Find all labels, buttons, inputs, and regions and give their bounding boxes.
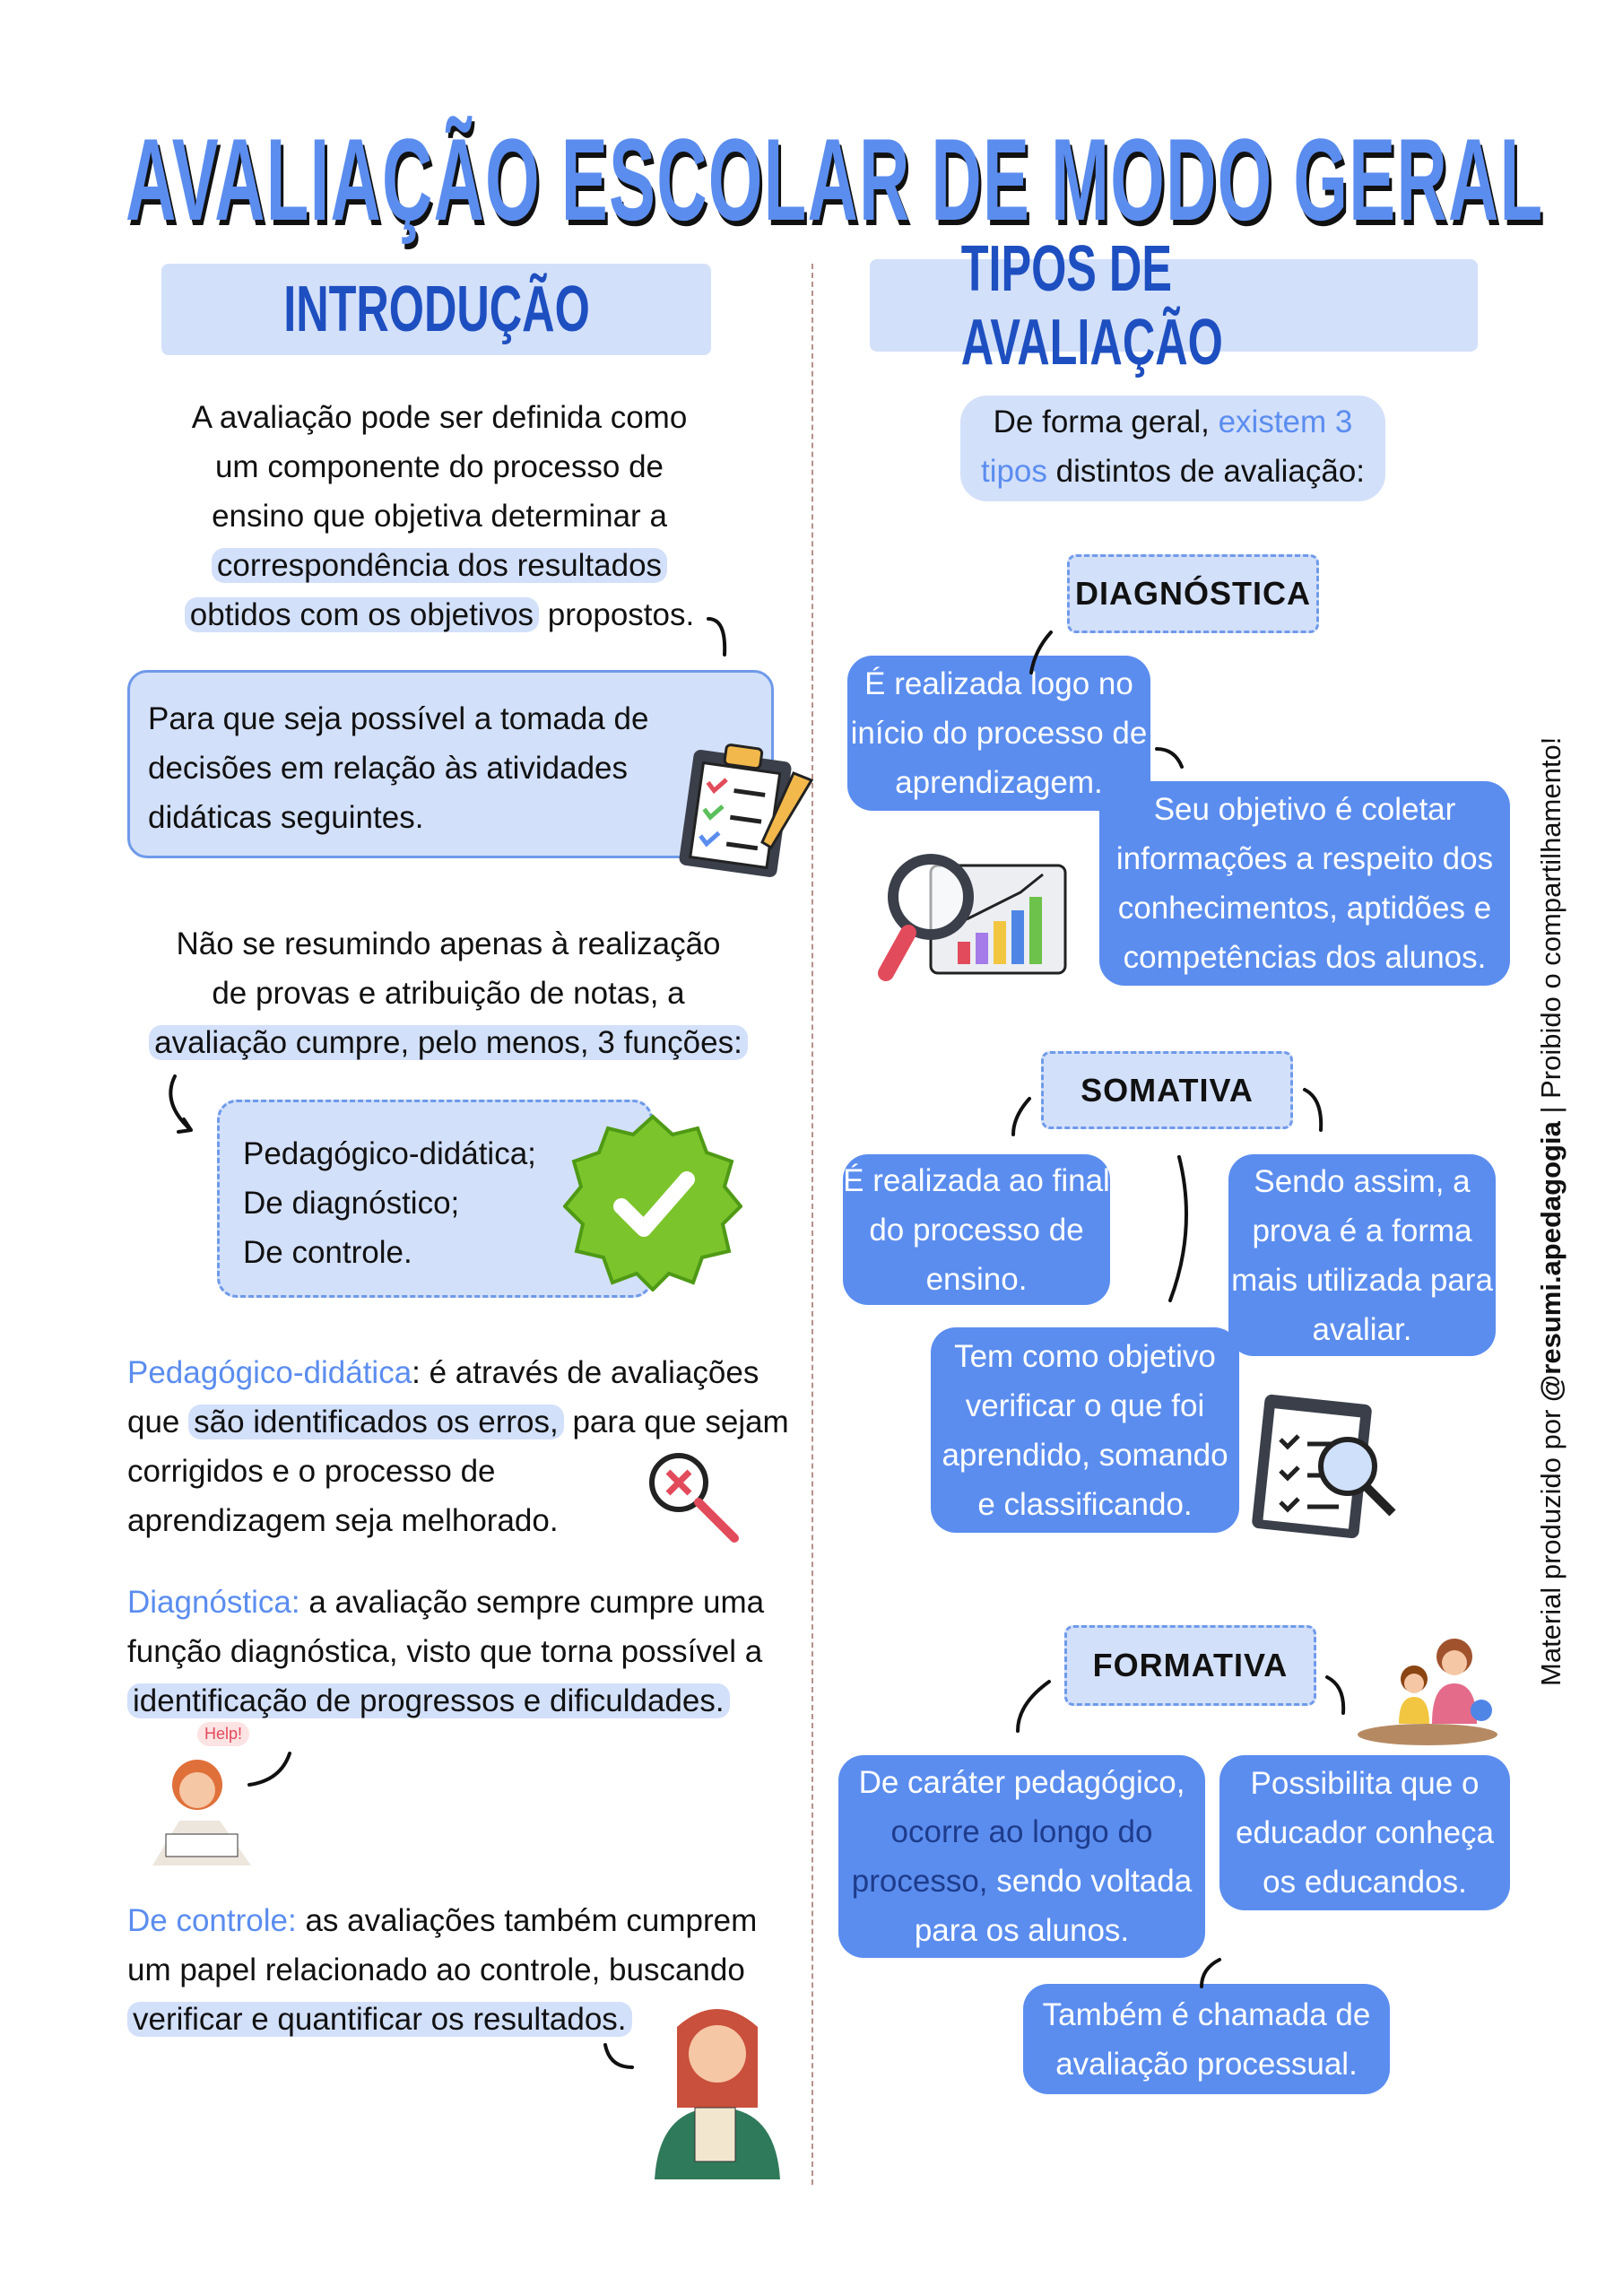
tag-formativa: FORMATIVA xyxy=(1064,1625,1316,1706)
tag-somativa: SOMATIVA xyxy=(1041,1051,1293,1129)
error-magnifier-icon xyxy=(643,1447,742,1545)
somativa-bubble-1: É realizada ao final do processo de ensino. xyxy=(843,1154,1110,1305)
function-item: Pedagógico-didática; xyxy=(243,1136,536,1171)
formativa-bubble-1 xyxy=(838,1755,1205,1958)
intro-heading-text: INTRODUÇÃO xyxy=(282,274,590,345)
text-line: ensino que objetiva determinar a xyxy=(212,499,667,534)
magnifier-chart-icon xyxy=(877,848,1067,986)
highlight: avaliação cumpre, pelo menos, 3 funções: xyxy=(149,1025,748,1060)
help-student-illustration xyxy=(135,1722,278,1870)
term: Diagnóstica: xyxy=(127,1585,300,1620)
functions-intro xyxy=(126,919,771,1067)
text: distintos de avaliação: xyxy=(1046,454,1366,489)
text: a avaliação sempre cumpre uma função diagnóstica, visto que torna possível a xyxy=(127,1585,765,1669)
types-heading xyxy=(870,232,1478,378)
diagnostica-paragraph xyxy=(127,1578,795,1726)
text: De caráter pedagógico, xyxy=(858,1765,1185,1800)
diagnostica-bubble-1: É realizada logo no início do processo de aprendizagem. xyxy=(847,656,1150,811)
tag-diagnostica: DIAGNÓSTICA xyxy=(1067,554,1319,633)
text-line: de provas e atribuição de notas, a xyxy=(212,976,685,1011)
text-line: A avaliação pode ser definida como xyxy=(191,400,688,435)
formativa-bubble-2: Possibilita que o educador conheça os educandos. xyxy=(1219,1755,1510,1910)
types-summary xyxy=(960,396,1385,501)
somativa-bubble-3: Tem como objetivo verificar o que foi aprendido, somando e classificando. xyxy=(931,1327,1239,1533)
function-item: De diagnóstico; xyxy=(243,1186,460,1221)
types-heading-text: TIPOS DE AVALIAÇÃO xyxy=(960,232,1223,378)
error-magnifier-wrap xyxy=(625,1447,795,1547)
text: | Proibido o compartilhamento! xyxy=(1535,736,1567,1122)
intro-paragraph xyxy=(126,393,753,639)
function-item: De controle. xyxy=(243,1235,412,1270)
highlight: obtidos com os objetivos xyxy=(185,597,539,632)
student-thinking-illustration xyxy=(641,2000,794,2179)
teacher-child-illustration xyxy=(1356,1634,1499,1746)
page-title-text: AVALIAÇÃO ESCOLAR DE MODO GERAL xyxy=(126,114,1544,245)
text: sendo voltada para os alunos. xyxy=(914,1864,1193,1948)
term: De controle: xyxy=(127,1903,297,1938)
text-line: Não se resumindo apenas à realização xyxy=(176,926,721,961)
credits xyxy=(1535,601,1567,1686)
page-title xyxy=(126,112,1544,245)
text: as avaliações também cumprem um papel relacionado ao controle, buscando xyxy=(127,1903,758,1987)
highlight: identificação de progressos e dificuldades. xyxy=(127,1683,730,1718)
somativa-bubble-2: Sendo assim, a prova é a forma mais utilizada para avaliar. xyxy=(1228,1154,1496,1356)
author-handle: @resumi.apedagogia xyxy=(1535,1121,1567,1402)
clipboard-checklist-icon xyxy=(677,737,820,881)
term: Pedagógico-didática xyxy=(127,1355,412,1390)
highlight: existem 3 tipos xyxy=(980,404,1353,489)
text: : é através de avaliações que xyxy=(127,1355,759,1439)
formativa-bubble-3: Também é chamada de avaliação processual. xyxy=(1023,1984,1390,2094)
highlight: verificar e quantificar os resultados. xyxy=(127,2002,632,2037)
help-bubble: Help! xyxy=(197,1722,249,1746)
diagnostica-bubble-2: Seu objetivo é coletar informações a respeito dos conhecimentos, aptidões e competências dos alunos. xyxy=(1099,781,1510,986)
text-line: um componente do processo de xyxy=(214,449,664,484)
pedagogico-paragraph xyxy=(127,1348,795,1547)
highlight: ocorre ao longo do processo, xyxy=(851,1814,1153,1899)
text: propostos. xyxy=(539,597,695,632)
clipboard-magnifier-icon xyxy=(1249,1386,1402,1543)
decision-text: Para que seja possível a tomada de decisões em relação às atividades didáticas seguintes. xyxy=(148,701,649,835)
check-badge-icon xyxy=(563,1112,742,1292)
intro-heading xyxy=(161,264,711,355)
column-divider xyxy=(812,264,813,2185)
text: De forma geral, xyxy=(993,404,1219,439)
text: Material produzido por xyxy=(1535,1401,1567,1686)
text: para que sejam corrigidos e o processo de aprendizagem seja melhorado. xyxy=(127,1405,789,1538)
highlight: são identificados os erros, xyxy=(188,1405,564,1439)
highlight: correspondência dos resultados xyxy=(212,548,667,583)
